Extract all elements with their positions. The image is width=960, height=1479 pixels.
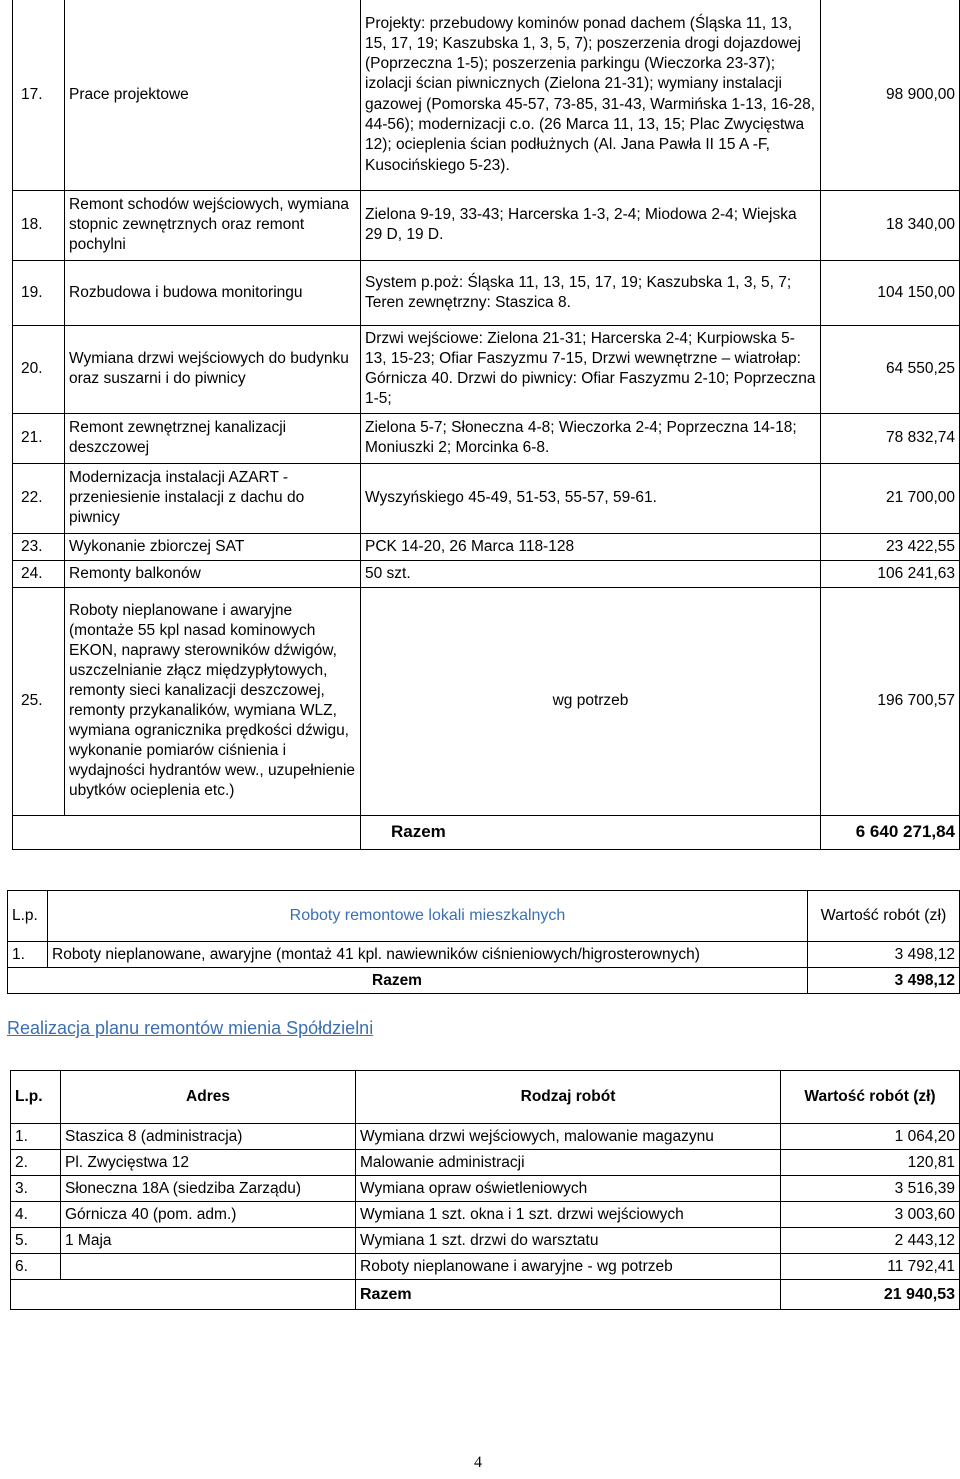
table-row: [11, 1202, 960, 1228]
table-row: [11, 1228, 960, 1254]
total-label: Razem: [8, 968, 808, 994]
row-number: 25.: [13, 587, 65, 815]
row-address: [61, 1254, 356, 1280]
row-work: Roboty nieplanowane i awaryjne - wg potrzeb: [356, 1254, 781, 1280]
row-value: 11 792,41: [781, 1254, 960, 1280]
header-rodzaj: Rodzaj robót: [356, 1071, 781, 1124]
row-address: Górnicza 40 (pom. adm.): [61, 1202, 356, 1228]
work-value: 104 150,00: [821, 260, 960, 325]
header-wartosc: Wartość robót (zł): [781, 1071, 960, 1124]
section-title: Realizacja planu remontów mienia Spółdzielni: [7, 1018, 374, 1038]
row-work: Wymiana 1 szt. drzwi do warsztatu: [356, 1228, 781, 1254]
row-address: Staszica 8 (administracja): [61, 1124, 356, 1150]
work-name: Remont schodów wejściowych, wymiana stopnic zewnętrznych oraz remont pochylni: [65, 190, 361, 260]
work-value: 18 340,00: [821, 190, 960, 260]
work-value: 98 900,00: [821, 0, 960, 190]
row-work: Wymiana 1 szt. okna i 1 szt. drzwi wejściowych: [356, 1202, 781, 1228]
work-addresses: PCK 14-20, 26 Marca 118-128: [361, 533, 821, 560]
row-value: 3 498,12: [808, 942, 960, 968]
table-row: [13, 325, 960, 413]
work-value: 64 550,25: [821, 325, 960, 413]
row-number: 2.: [11, 1150, 61, 1176]
renovation-table-continued: [12, 0, 960, 850]
work-addresses: Projekty: przebudowy kominów ponad dachem (Śląska 11, 13, 15, 17, 19; Kaszubska 1, 3, 5, 7); poszerzenia drogi dojazdowej (Poprzeczna 1-5); poszerzenia parkingu (Wieczorka 23-37); izolacji ścian piwnicznych (Zielona 21-31); wymiany instalacji gazowej (Pomorska 45-57, 73-85, 31-43, Warmińska 1-13, 16-28, 44-56); modernizacji c.o. (26 Marca 11, 13, 15; Plac Zwycięstwa 12); ocieplenia ścian podłużnych (Al. Jana Pawła II 15 A -F, Kusocińskiego 5-23).: [361, 0, 821, 190]
work-addresses: Wyszyńskiego 45-49, 51-53, 55-57, 59-61.: [361, 463, 821, 533]
work-name: Prace projektowe: [65, 0, 361, 190]
row-number: 18.: [13, 190, 65, 260]
table-header: [8, 891, 960, 942]
row-number: 24.: [13, 560, 65, 587]
work-value: 23 422,55: [821, 533, 960, 560]
row-number: 5.: [11, 1228, 61, 1254]
row-number: 23.: [13, 533, 65, 560]
header-title: Roboty remontowe lokali mieszkalnych: [48, 891, 808, 942]
row-value: 2 443,12: [781, 1228, 960, 1254]
cooperative-property-table: [10, 1070, 960, 1310]
total-row: [13, 815, 960, 849]
table-row: [13, 533, 960, 560]
work-name: Remont zewnętrznej kanalizacji deszczowej: [65, 413, 361, 463]
total-row: [11, 1280, 960, 1310]
row-number: 19.: [13, 260, 65, 325]
row-work: Wymiana opraw oświetleniowych: [356, 1176, 781, 1202]
row-address: Pl. Zwycięstwa 12: [61, 1150, 356, 1176]
row-value: 120,81: [781, 1150, 960, 1176]
total-value: 6 640 271,84: [821, 815, 960, 849]
work-name: Wykonanie zbiorczej SAT: [65, 533, 361, 560]
row-number: 1.: [11, 1124, 61, 1150]
row-work: Malowanie administracji: [356, 1150, 781, 1176]
row-number: 17.: [13, 0, 65, 190]
row-number: 3.: [11, 1176, 61, 1202]
table-row: [13, 413, 960, 463]
total-label: Razem: [356, 1280, 781, 1310]
table-row: [13, 463, 960, 533]
work-addresses: wg potrzeb: [361, 587, 821, 815]
work-addresses: System p.poż: Śląska 11, 13, 15, 17, 19; Kaszubska 1, 3, 5, 7; Teren zewnętrzny: Staszica 8.: [361, 260, 821, 325]
header-adres: Adres: [61, 1071, 356, 1124]
total-blank: [11, 1280, 356, 1310]
table-row: [13, 260, 960, 325]
work-addresses: Drzwi wejściowe: Zielona 21-31; Harcerska 2-4; Kurpiowska 5-13, 15-23; Ofiar Faszyzmu 7-15, Drzwi wewnętrzne – wiatrołap: Górnicza 40. Drzwi do piwnicy: Ofiar Faszyzmu 2-10; Poprzeczna 1-5;: [361, 325, 821, 413]
row-value: 1 064,20: [781, 1124, 960, 1150]
row-work: Wymiana drzwi wejściowych, malowanie magazynu: [356, 1124, 781, 1150]
work-value: 106 241,63: [821, 560, 960, 587]
row-number: 20.: [13, 325, 65, 413]
table-row: [8, 942, 960, 968]
work-name: Remonty balkonów: [65, 560, 361, 587]
table-row: [11, 1254, 960, 1280]
header-lp: L.p.: [8, 891, 48, 942]
work-addresses: Zielona 9-19, 33-43; Harcerska 1-3, 2-4; Miodowa 2-4; Wiejska 29 D, 19 D.: [361, 190, 821, 260]
work-name: Rozbudowa i budowa monitoringu: [65, 260, 361, 325]
work-addresses: 50 szt.: [361, 560, 821, 587]
row-number: 6.: [11, 1254, 61, 1280]
total-value: 21 940,53: [781, 1280, 960, 1310]
work-value: 21 700,00: [821, 463, 960, 533]
work-value: 196 700,57: [821, 587, 960, 815]
row-number: 22.: [13, 463, 65, 533]
header-value: Wartość robót (zł): [808, 891, 960, 942]
row-number: 21.: [13, 413, 65, 463]
work-name: Modernizacja instalacji AZART - przeniesienie instalacji z dachu do piwnicy: [65, 463, 361, 533]
table-row: [11, 1150, 960, 1176]
row-number: 4.: [11, 1202, 61, 1228]
work-value: 78 832,74: [821, 413, 960, 463]
table-header: [11, 1071, 960, 1124]
work-name: Roboty nieplanowane i awaryjne (montaże 55 kpl nasad kominowych EKON, naprawy sterowników dźwigów, uszczelnianie złącz międzypłytowych, remonty sieci kanalizacji deszczowej, remonty przykanalików, wymiana WLZ, wymiana ogranicznika prędkości dźwigu, wykonanie pomiarów ciśnienia i wydajności hydrantów wew., uzupełnienie ubytków ocieplenia etc.): [65, 587, 361, 815]
work-name: Wymiana drzwi wejściowych do budynku oraz suszarni i do piwnicy: [65, 325, 361, 413]
table-row: [11, 1176, 960, 1202]
total-blank: [13, 815, 361, 849]
row-address: 1 Maja: [61, 1228, 356, 1254]
apartment-repairs-table: [7, 890, 960, 994]
table-row: [13, 0, 960, 190]
table-row: [11, 1124, 960, 1150]
table-row: [13, 587, 960, 815]
total-row: [8, 968, 960, 994]
header-lp: L.p.: [11, 1071, 61, 1124]
row-address: Słoneczna 18A (siedziba Zarządu): [61, 1176, 356, 1202]
row-description: Roboty nieplanowane, awaryjne (montaż 41 kpl. nawiewników ciśnieniowych/higrosterownych): [48, 942, 808, 968]
total-value: 3 498,12: [808, 968, 960, 994]
row-value: 3 003,60: [781, 1202, 960, 1228]
table-row: [13, 560, 960, 587]
table-row: [13, 190, 960, 260]
row-number: 1.: [8, 942, 48, 968]
row-value: 3 516,39: [781, 1176, 960, 1202]
page-number: 4: [474, 1454, 482, 1471]
total-label: Razem: [361, 815, 821, 849]
work-addresses: Zielona 5-7; Słoneczna 4-8; Wieczorka 2-4; Poprzeczna 14-18; Moniuszki 2; Morcinka 6-8.: [361, 413, 821, 463]
